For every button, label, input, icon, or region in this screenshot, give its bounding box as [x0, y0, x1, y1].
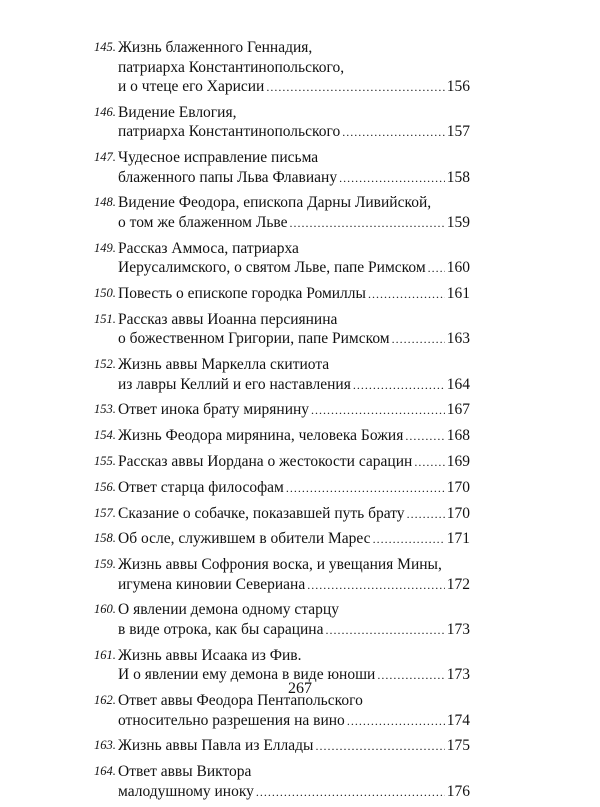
- entry-title-line: Жизнь аввы Софрония воска, и увещания Мины,: [118, 556, 442, 574]
- entry-title-line: Жизнь блаженного Геннадия,: [118, 39, 313, 56]
- toc-entry: [94, 762, 470, 802]
- entry-title-line: Повесть о епископе городка Ромиллы: [118, 284, 366, 302]
- toc-entry: [94, 239, 470, 279]
- toc-entry: [94, 504, 470, 525]
- entry-last-line: [118, 375, 470, 396]
- entry-number: 151.: [94, 311, 116, 326]
- entry-title-line: Жизнь аввы Исаака из Фив.: [118, 646, 302, 664]
- entry-title-line: Видение Феодора, епископа Дарны Ливийской,: [118, 194, 432, 212]
- dot-leader: [373, 530, 445, 550]
- toc-entry: [94, 103, 470, 143]
- entry-page-number: 161: [446, 284, 470, 302]
- dot-leader: [311, 401, 445, 421]
- entry-title-line: И о явлении ему демона в виде юноши: [118, 666, 376, 684]
- entry-title-line: Ответ инока брату мирянину: [118, 401, 310, 419]
- entry-last-line: [118, 529, 470, 550]
- dot-leader: [353, 376, 445, 396]
- entry-number: 164.: [94, 764, 116, 779]
- entry-last-line: [118, 400, 470, 421]
- entry-last-line: [118, 426, 470, 447]
- toc-entry: [94, 452, 470, 473]
- toc-entry: [94, 284, 470, 305]
- entry-title-line: игумена киновии Севериана: [118, 575, 306, 593]
- entry-last-line: [118, 478, 470, 499]
- toc-entry: [94, 426, 470, 447]
- toc-entry: [94, 38, 470, 98]
- entry-title-line: Ответ старца философам: [118, 478, 284, 496]
- entry-number: 147.: [94, 150, 116, 165]
- entry-number: 149.: [94, 240, 116, 255]
- entry-page-number: 156: [446, 78, 470, 95]
- entry-last-line: [118, 284, 470, 305]
- entry-number: 158.: [94, 531, 116, 546]
- entry-number: 159.: [94, 557, 116, 572]
- entry-last-line: [118, 329, 470, 350]
- entry-number: 152.: [94, 357, 116, 372]
- entry-page-number: 163: [446, 330, 470, 348]
- dot-leader: [286, 479, 445, 499]
- entry-title-line: Жизнь аввы Павла из Еллады: [118, 737, 314, 755]
- dot-leader: [414, 453, 444, 473]
- entry-title-line: и о чтеце его Харисии: [118, 78, 265, 95]
- entry-number: 160.: [94, 602, 116, 617]
- entry-number: 148.: [94, 195, 116, 210]
- entry-page-number: 173: [446, 620, 470, 638]
- entry-last-line: [118, 168, 470, 189]
- entry-page-number: 160: [446, 259, 470, 277]
- entry-last-line: [118, 258, 470, 279]
- dot-leader: [347, 712, 445, 732]
- entry-number: 156.: [94, 479, 116, 494]
- dot-leader: [428, 259, 445, 279]
- entry-title-line: о божественном Григории, папе Римском: [118, 330, 390, 348]
- entry-title-line: о том же блаженном Льве: [118, 213, 288, 231]
- entry-title-line: Рассказ аввы Иоанна персиянина: [118, 310, 338, 328]
- page-number: 267: [288, 680, 312, 697]
- entry-title-line: Ответ аввы Виктора: [118, 763, 252, 781]
- entry-page-number: 168: [446, 427, 470, 445]
- entry-title-line: Видение Евлогия,: [118, 103, 237, 121]
- entry-last-line: [118, 620, 470, 641]
- entry-page-number: 176: [446, 782, 470, 800]
- entry-page-number: 159: [446, 213, 470, 231]
- entry-title-line: Рассказ Аммоса, патриарха: [118, 239, 299, 257]
- entry-title-line: патриарха Константинопольского: [118, 123, 341, 141]
- dot-leader: [256, 783, 445, 803]
- toc-entry: [94, 400, 470, 421]
- entry-number: 163.: [94, 738, 116, 753]
- entry-number: 145.: [94, 40, 116, 54]
- dot-leader: [405, 427, 444, 447]
- dot-leader: [342, 123, 445, 143]
- dot-leader: [392, 330, 445, 350]
- entry-last-line: [118, 504, 470, 525]
- entry-last-line: [118, 782, 470, 803]
- entry-title-line: Ответ аввы Феодора Пентапольского: [118, 692, 363, 710]
- toc-entry: [94, 555, 470, 595]
- dot-leader: [266, 78, 444, 98]
- entry-page-number: 164: [446, 375, 470, 393]
- entry-title-line: Жизнь Феодора мирянина, человека Божия: [118, 427, 404, 445]
- toc-entry: [94, 529, 470, 550]
- entry-last-line: [118, 452, 470, 473]
- entry-page-number: 158: [446, 168, 470, 186]
- entry-title-line: в виде отрока, как бы сарацина: [118, 620, 324, 638]
- entry-number: 150.: [94, 285, 116, 300]
- toc-entry: [94, 478, 470, 499]
- entry-title-line: Об осле, служившем в обители Марес: [118, 530, 371, 548]
- entry-title-line: малодушному иноку: [118, 782, 254, 800]
- dot-leader: [325, 621, 444, 641]
- toc-entry: [94, 148, 470, 188]
- dot-leader: [407, 505, 445, 525]
- dot-leader: [290, 214, 445, 234]
- entry-title-line: патриарха Константинопольского,: [118, 58, 345, 76]
- entry-title-line: Чудесное исправление письма: [118, 149, 319, 167]
- entry-title-line: из лавры Келлий и его наставления: [118, 375, 351, 393]
- entry-number: 153.: [94, 402, 116, 417]
- entry-last-line: [118, 77, 470, 98]
- toc-entry: [94, 355, 470, 395]
- entry-page-number: 170: [446, 478, 470, 496]
- entry-page-number: 170: [446, 504, 470, 522]
- dot-leader: [315, 737, 444, 757]
- toc-entry: [94, 600, 470, 640]
- entry-last-line: [118, 575, 470, 596]
- entry-number: 146.: [94, 104, 116, 119]
- entry-last-line: [118, 122, 470, 143]
- entry-last-line: [118, 711, 470, 732]
- entry-page-number: 174: [446, 711, 470, 729]
- entry-number: 155.: [94, 453, 116, 468]
- entry-page-number: 157: [446, 123, 470, 141]
- entry-title-line: Сказание о собачке, показавшей путь брату: [118, 504, 405, 522]
- toc-entry: [94, 193, 470, 233]
- entry-last-line: [118, 736, 470, 757]
- dot-leader: [307, 576, 445, 596]
- entry-number: 154.: [94, 428, 116, 443]
- entry-number: 162.: [94, 693, 116, 708]
- entry-number: 157.: [94, 505, 116, 520]
- entry-page-number: 167: [446, 401, 470, 419]
- entry-page-number: 171: [446, 530, 470, 548]
- toc-entry: [94, 736, 470, 757]
- entry-page-number: 175: [446, 737, 470, 755]
- entry-title-line: Рассказ аввы Иордана о жестокости сарацин: [118, 452, 413, 470]
- entry-title-line: О явлении демона одному старцу: [118, 601, 339, 619]
- entry-title-line: относительно разрешения на вино: [118, 711, 345, 729]
- dot-leader: [368, 285, 445, 305]
- dot-leader: [339, 169, 445, 189]
- entry-title-line: блаженного папы Льва Флавиану: [118, 168, 338, 186]
- entry-page-number: 169: [446, 452, 470, 470]
- entry-page-number: 172: [446, 575, 470, 593]
- entry-page-number: 173: [446, 666, 470, 684]
- entry-title-line: Жизнь аввы Маркелла скитиота: [118, 356, 330, 374]
- entry-number: 161.: [94, 647, 116, 662]
- entry-last-line: [118, 213, 470, 234]
- entry-title-line: Иерусалимского, о святом Льве, папе Римском: [118, 259, 426, 277]
- toc-entry: [94, 310, 470, 350]
